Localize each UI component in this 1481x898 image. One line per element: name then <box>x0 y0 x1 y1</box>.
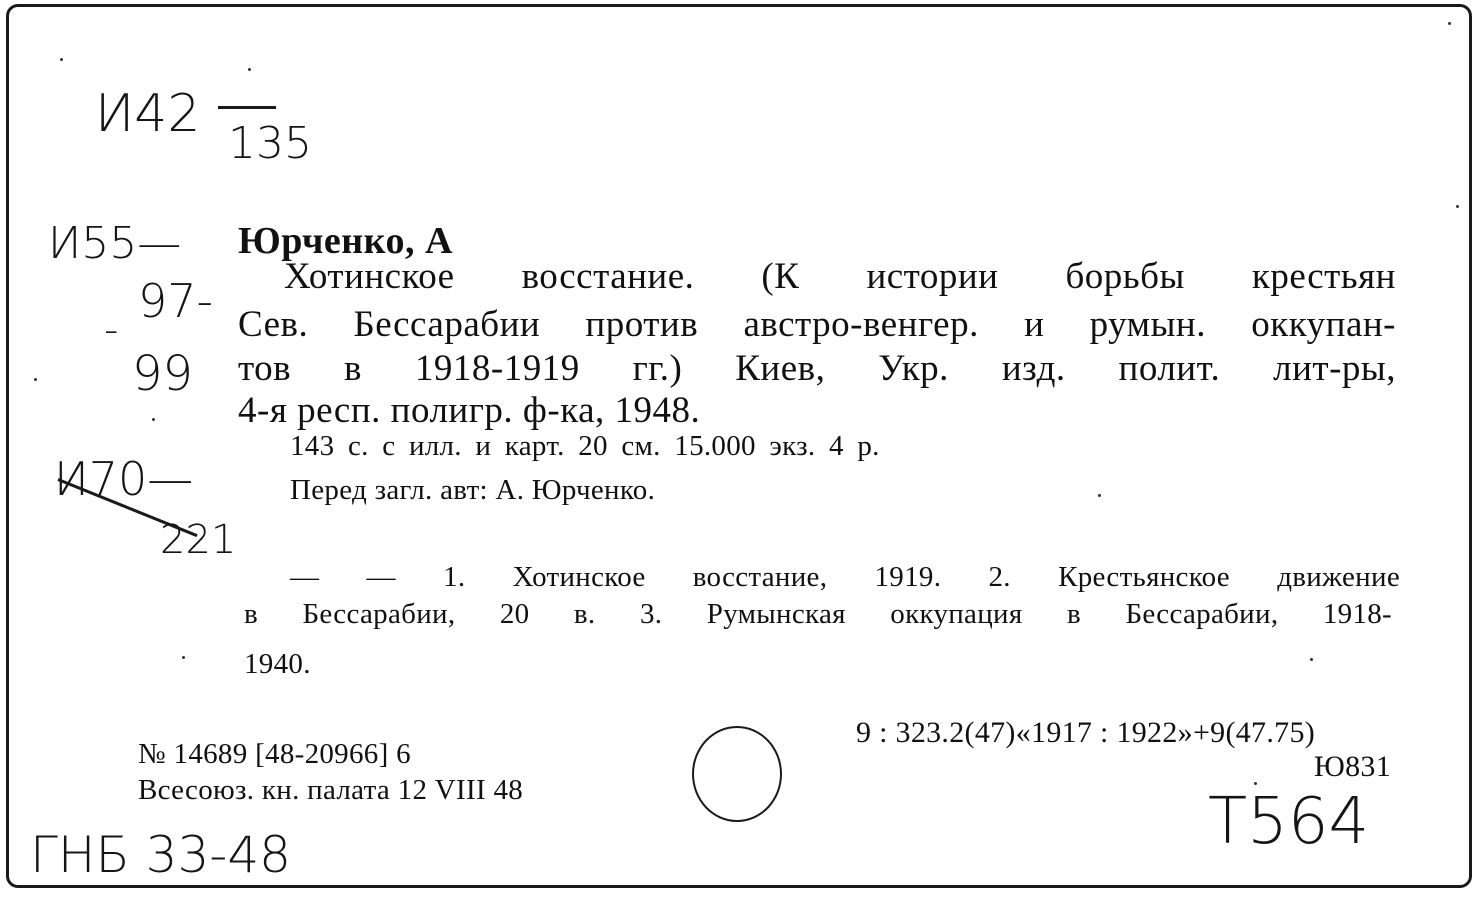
shelf-mark-top-number: 135 <box>228 118 312 169</box>
shelf-mark-3: 99 <box>132 346 194 402</box>
speck <box>1310 658 1313 661</box>
fraction-bar <box>218 106 276 109</box>
handwritten-inventory-bottom-left: ГНБ 33-48 <box>30 826 291 884</box>
subject-line-1: — — 1. Хотинское восстание, 1919. 2. Крестьянское движение <box>290 561 1400 593</box>
speck <box>60 58 63 61</box>
punch-hole <box>692 726 782 822</box>
author-heading: Юрченко, А <box>238 220 454 262</box>
speck <box>248 68 251 71</box>
title-line-4: 4-я респ. полигр. ф-ка, 1948. <box>238 390 701 431</box>
shelf-mark-5: 221 <box>160 517 237 563</box>
cutter-code: Ю831 <box>1314 750 1392 783</box>
shelf-mark-top: И42 <box>95 84 201 144</box>
speck <box>182 656 185 659</box>
physical-description: 143 с. с илл. и карт. 20 см. 15.000 экз. 4 р. <box>290 430 880 462</box>
book-chamber: Всесоюз. кн. палата 12 VIII 48 <box>138 774 524 806</box>
subject-line-3: 1940. <box>244 648 311 680</box>
handwritten-mark-bottom-right: Т564 <box>1208 785 1370 859</box>
shelf-mark-4: И70— <box>54 452 194 506</box>
author-note: Перед загл. авт: А. Юрченко. <box>290 474 656 506</box>
speck <box>34 378 37 381</box>
udc-index: 9 : 323.2(47)«1917 : 1922»+9(47.75) <box>856 716 1316 749</box>
speck <box>1448 22 1451 25</box>
speck <box>1456 205 1459 208</box>
shelf-mark-2-dash: - <box>104 307 119 353</box>
shelf-mark-2: 97- <box>138 274 214 328</box>
subject-line-2: в Бессарабии, 20 в. 3. Румынская оккупация в Бессарабии, 1918- <box>244 598 1392 630</box>
title-line-3: тов в 1918-1919 гг.) Киев, Укр. изд. полит. лит-ры, <box>238 348 1396 389</box>
speck <box>1098 494 1101 497</box>
registry-number: № 14689 [48-20966] 6 <box>138 738 411 770</box>
speck <box>1254 782 1257 785</box>
shelf-mark-1: И55— <box>48 218 182 269</box>
title-line-2: Сев. Бессарабии против австро-венгер. и румын. оккупан- <box>238 304 1396 345</box>
speck <box>152 418 155 421</box>
title-line-1: Хотинское восстание. (К истории борьбы крестьян <box>284 256 1396 297</box>
